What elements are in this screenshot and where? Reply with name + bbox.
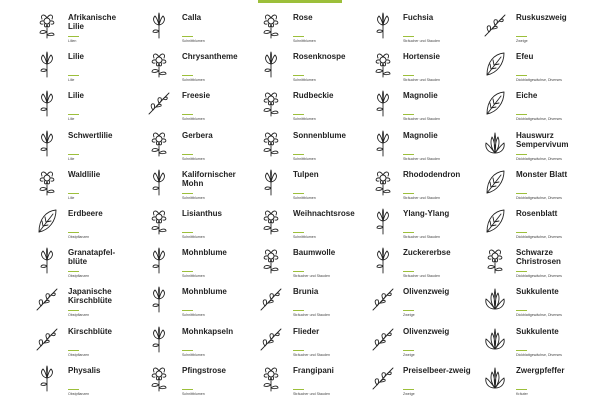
plant-name: Lisianthus [182,208,223,218]
magnolia-icon [370,129,396,157]
plant-name: Olivenzweig [403,287,450,297]
plant-entry [480,358,600,397]
accent-divider [68,154,79,155]
accent-divider [516,36,527,37]
plant-category: Sträucher und Stauden [403,78,440,83]
tulip-icon [258,168,284,196]
plant-entry [0,44,120,83]
plant-entry [0,83,120,122]
accent-divider [516,232,527,233]
plant-category: Sträucher und Stauden [403,274,440,279]
plant-category: Dickblattgewächse, Diverses [516,156,562,161]
accent-divider [68,193,79,194]
plant-category: Schnittblumen [293,117,316,122]
plant-name: Freesie [182,91,211,101]
rhododendron-icon [370,168,396,196]
plant-entry [480,162,600,201]
plant-category: Dickblattgewächse, Diverses [516,352,562,357]
plant-category: Obstpflanzen [68,234,90,239]
rose-leaf-icon [482,207,508,235]
succulent-icon [482,285,508,313]
accent-divider [182,389,193,390]
plant-category: Sträucher und Stauden [403,156,440,161]
rose-icon [258,11,284,39]
accent-divider [403,36,414,37]
plant-category: Schnittblumen [182,156,205,161]
plant-entry [0,319,120,358]
plant-name: Fuchsia [403,13,434,22]
accent-divider [182,75,193,76]
accent-divider [293,75,304,76]
plant-category: Lilie [68,195,75,200]
plant-name: Rosenknospe [293,52,346,62]
plant-category: Schnittblumen [293,78,316,83]
plant-name: Sukkulente [516,326,559,336]
plant-category: Zweige [403,313,415,318]
peony-icon [146,364,172,392]
plant-entry [360,44,480,83]
plant-category: Sträucher und Stauden [403,117,440,122]
calla-icon [146,11,172,39]
peperomia-icon [482,364,508,392]
plant-entry [360,83,480,122]
accent-divider [293,36,304,37]
plant-entry [240,123,360,162]
frangipani-icon [258,364,284,392]
accent-divider [403,350,414,351]
strawberry-icon [34,207,60,235]
lilac-icon [258,325,284,353]
magnolia-icon [370,89,396,117]
plant-entry [0,123,120,162]
plant-name: Kirschblüte [68,326,113,336]
fuchsia-icon [370,11,396,39]
brunia-icon [258,285,284,313]
lily-icon [34,89,60,117]
plant-entry [240,44,360,83]
physalis-icon [34,364,60,392]
plant-entry [120,240,240,279]
accent-divider [293,154,304,155]
plant-entry [360,162,480,201]
trillium-icon [34,168,60,196]
plant-name: Gerbera [182,130,213,140]
plant-category: Obstpflanzen [68,274,90,279]
lingonberry-branch-icon [370,364,396,392]
plant-entry [240,358,360,397]
plant-category: Schnittblumen [293,39,316,43]
poppy-icon [146,246,172,274]
plant-name: Ruskuszweig [516,13,567,22]
cherry-blossom-icon [34,285,60,313]
plant-entry [360,240,480,279]
plant-name: Mohnblume [182,287,227,297]
plant-category: Schnittblumen [182,117,205,122]
plant-name: Waldlilie [68,169,101,179]
plant-category: Schnittblumen [182,391,205,396]
plant-name: Japanische Kirschblüte [68,287,113,306]
cherry-blossom-icon [34,325,60,353]
plant-entry [120,123,240,162]
ylang-ylang-icon [370,207,396,235]
freesia-icon [146,89,172,117]
accent-divider [293,114,304,115]
plant-name: Preiselbeer-zweig [403,365,471,375]
plant-name: Schwertlilie [68,130,113,140]
plant-entry [480,123,600,162]
plant-entry [120,162,240,201]
plant-entry [240,83,360,122]
accent-divider [68,36,79,37]
plant-entry [480,44,600,83]
plant-entry [480,5,600,44]
plant-entry [360,279,480,318]
accent-divider [516,75,527,76]
plant-category: Schnittblumen [293,195,316,200]
plant-name: Rhododendron [403,169,461,179]
plant-category: Schnittblumen [182,39,205,43]
plant-category: Lilie [68,78,75,83]
plant-entry [0,5,120,44]
plant-name: Magnolie [403,91,438,101]
agapanthus-icon [34,11,60,39]
plant-entry [0,358,120,397]
plant-entry [240,5,360,44]
plant-entry [240,240,360,279]
accent-divider [293,310,304,311]
accent-divider [516,114,527,115]
poppy-capsule-icon [146,325,172,353]
plant-name: Lilie [68,52,85,62]
accent-divider [403,310,414,311]
plant-category: Schnittblumen [182,195,205,200]
plant-category: Dickblattgewächse, Diverses [516,195,562,200]
plant-entry [120,319,240,358]
plant-name: Baumwolle [293,248,336,258]
plant-name: Kalifornischer Mohn [182,169,236,188]
accent-divider [182,350,193,351]
olive-branch-icon [370,285,396,313]
accent-divider [403,389,414,390]
plant-name: Frangipani [293,365,334,375]
accent-divider [182,232,193,233]
rudbeckia-icon [258,89,284,117]
plant-name: Chrysantheme [182,52,238,62]
plant-name: Hortensie [403,52,440,62]
plant-category: Obstpflanzen [68,313,90,318]
plant-category: Zweige [403,352,415,357]
accent-divider [403,193,414,194]
accent-divider [68,271,79,272]
accent-divider [403,75,414,76]
sempervivum-icon [482,129,508,157]
plant-category: Schnittblumen [182,274,205,279]
accent-divider [403,271,414,272]
plant-entry [480,201,600,240]
plant-entry [120,44,240,83]
plant-name: Rudbeckie [293,91,334,101]
plant-category: Lilie [68,156,75,161]
plant-category: Sträucher und Stauden [403,195,440,200]
plant-category: Schnittblumen [293,234,316,239]
sunflower-icon [258,129,284,157]
plant-category: Dickblattgewächse, Diverses [516,274,562,279]
plant-category: Schnittblumen [293,156,316,161]
plant-category: Schnittblumen [182,78,205,83]
black-hellebore-icon [482,246,508,274]
ruscus-branch-icon [482,11,508,39]
lily-icon [34,50,60,78]
plant-category: Schnittblumen [182,313,205,318]
plant-name: Erdbeere [68,208,103,218]
plant-entry [360,319,480,358]
plant-name: Schwarze Christrosen [516,248,561,267]
iris-icon [34,129,60,157]
christmas-rose-icon [258,207,284,235]
plant-entry [360,123,480,162]
plant-name: Lilie [68,91,85,101]
plant-entry [360,358,480,397]
plant-entry [480,83,600,122]
accent-divider [68,114,79,115]
ivy-icon [482,50,508,78]
accent-divider [182,193,193,194]
sweet-pea-icon [370,246,396,274]
plant-entry [240,162,360,201]
top-accent-bar [258,0,342,3]
plant-entry [0,240,120,279]
accent-divider [516,193,527,194]
plant-category: Sträucher und Stauden [293,274,330,279]
plant-entry [240,279,360,318]
plant-entry [120,201,240,240]
plant-name: Mohnkapseln [182,326,234,336]
plant-name: Ylang-Ylang [403,208,450,218]
plant-category: Sträucher und Stauden [293,391,330,396]
poppy-icon [146,285,172,313]
plant-category: Lilie [68,117,75,122]
plant-name: Flieder [293,326,320,336]
plant-category: Sträucher und Stauden [293,352,330,357]
olive-branch-icon [370,325,396,353]
accent-divider [516,350,527,351]
accent-divider [182,310,193,311]
plant-name: Sukkulente [516,287,559,297]
accent-divider [403,232,414,233]
plant-name: Tulpen [293,169,319,179]
plant-entry [480,240,600,279]
plant-entry [240,201,360,240]
plant-category: Sträucher und Stauden [403,39,440,43]
plant-entry [480,279,600,318]
plant-category: Kräuter [516,391,528,396]
gerbera-icon [146,129,172,157]
plant-category: Sträucher und Stauden [293,313,330,318]
hydrangea-icon [370,50,396,78]
accent-divider [293,389,304,390]
plant-entry [120,5,240,44]
plant-name: Granatapfel-blüte [68,248,116,267]
plant-category: Sträucher und Stauden [403,234,440,239]
accent-divider [403,154,414,155]
plant-icon-grid [0,5,600,397]
accent-divider [516,271,527,272]
succulent-icon [482,325,508,353]
rosebud-icon [258,50,284,78]
plant-category: Dickblattgewächse, Diverses [516,78,562,83]
chrysanthemum-icon [146,50,172,78]
lisianthus-icon [146,207,172,235]
plant-entry [480,319,600,358]
plant-category: Dickblattgewächse, Diverses [516,313,562,318]
accent-divider [293,271,304,272]
plant-entry [360,201,480,240]
plant-entry [120,279,240,318]
accent-divider [68,389,79,390]
plant-entry [120,83,240,122]
accent-divider [516,310,527,311]
plant-category: Obstpflanzen [68,352,90,357]
plant-name: Magnolie [403,130,438,140]
plant-category: Dickblattgewächse, Diverses [516,117,562,122]
plant-category: Obstpflanzen [68,391,90,396]
accent-divider [516,154,527,155]
plant-category: Schnittblumen [182,352,205,357]
plant-entry [360,5,480,44]
accent-divider [293,350,304,351]
accent-divider [516,389,527,390]
plant-name: Pfingstrose [182,365,227,375]
plant-name: Hauswurz Sempervivum [516,130,569,149]
california-poppy-icon [146,168,172,196]
monstera-leaf-icon [482,168,508,196]
plant-entry [120,358,240,397]
accent-divider [68,350,79,351]
plant-name: Rose [293,13,313,22]
plant-category: Zweige [516,39,528,43]
plant-name: Mohnblume [182,248,227,258]
accent-divider [182,114,193,115]
accent-divider [68,75,79,76]
plant-name: Weihnachtsrose [293,208,355,218]
accent-divider [293,232,304,233]
plant-category: Lilien [68,39,77,43]
plant-name: Zuckererbse [403,248,451,258]
cotton-icon [258,246,284,274]
plant-name: Sonnenblume [293,130,346,140]
plant-category: Schnittblumen [182,234,205,239]
accent-divider [182,36,193,37]
accent-divider [68,232,79,233]
plant-category: Zweige [403,391,415,396]
plant-entry [240,319,360,358]
accent-divider [293,193,304,194]
plant-name: Rosenblatt [516,208,558,218]
plant-name: Efeu [516,52,534,62]
accent-divider [182,271,193,272]
plant-name: Brunia [293,287,319,297]
plant-name: Physalis [68,365,101,375]
plant-name: Olivenzweig [403,326,450,336]
plant-entry [0,162,120,201]
oak-leaf-icon [482,89,508,117]
plant-name: Calla [182,13,202,22]
accent-divider [182,154,193,155]
accent-divider [403,114,414,115]
plant-entry [0,279,120,318]
plant-name: Monster Blatt [516,169,568,179]
pomegranate-blossom-icon [34,246,60,274]
plant-name: Zwergpfeffer [516,365,565,375]
plant-category: Dickblattgewächse, Diverses [516,234,562,239]
plant-name: Afrikanische Lilie [68,13,117,31]
plant-entry [0,201,120,240]
plant-name: Eiche [516,91,538,101]
accent-divider [68,310,79,311]
